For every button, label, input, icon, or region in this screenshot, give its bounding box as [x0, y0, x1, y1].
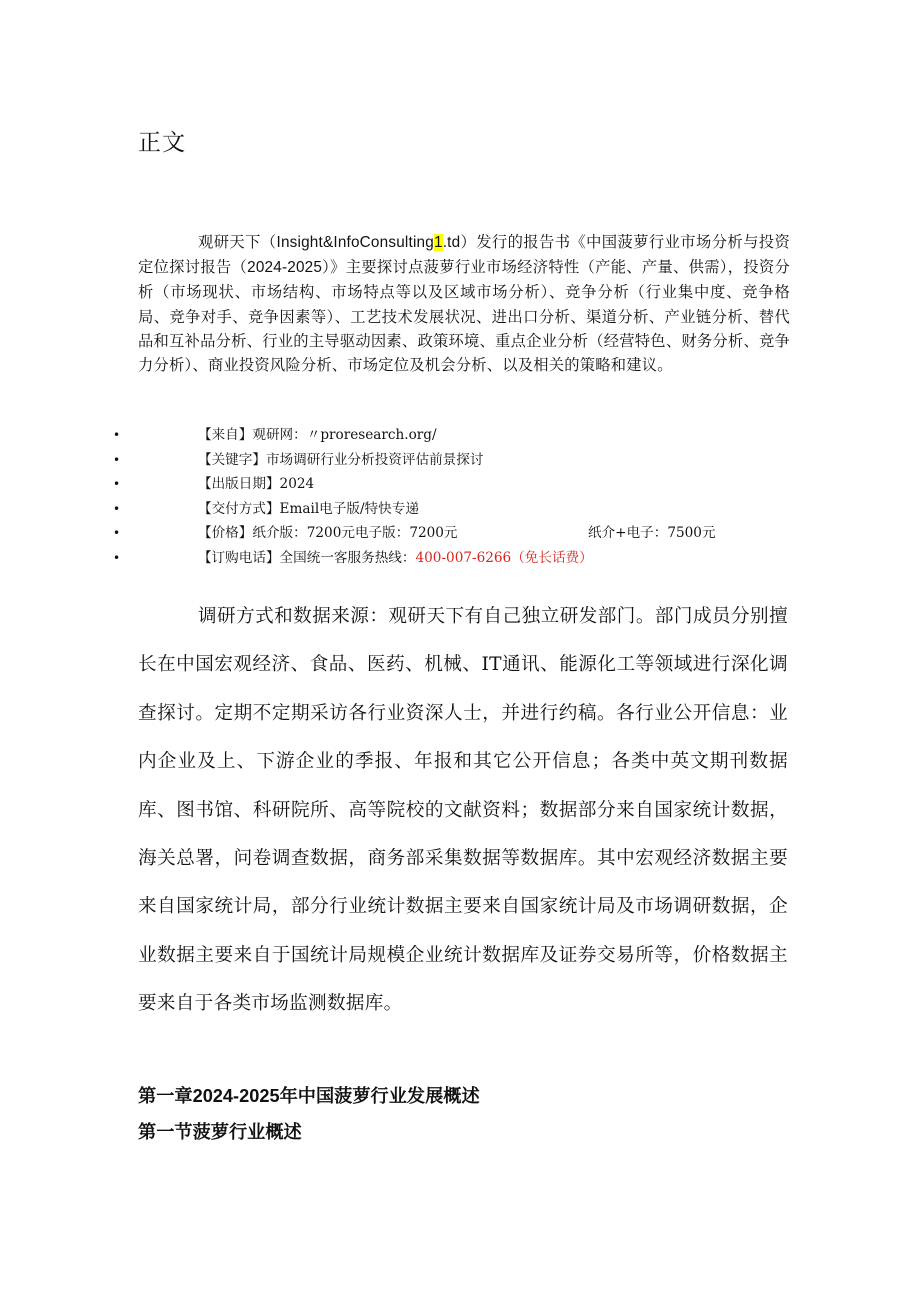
chapter-prefix: 第一章: [138, 1086, 193, 1107]
info-price-combo: 纸介+电子：7500元: [588, 525, 716, 542]
info-delivery-text: 【交付方式】Email电子版/特快专递: [198, 500, 419, 517]
page-title: 正文: [138, 130, 186, 156]
bullet-icon: •: [113, 501, 121, 516]
info-source: [0, 423, 920, 448]
intro-paragraph: [138, 230, 790, 377]
info-date: [0, 472, 920, 497]
chapter-years: 2024-2025: [192, 1086, 280, 1106]
phone-number: 400-007-6266（免长话费）: [415, 549, 593, 566]
bullet-icon: •: [113, 452, 121, 467]
company-name-b: .td: [442, 234, 461, 251]
chapter-heading: [138, 1083, 480, 1110]
info-keywords-text: 【关键字】市场调研行业分析投资评估前景探讨: [198, 451, 484, 468]
info-date-text: 【出版日期】2024: [198, 476, 315, 493]
report-info-list: [0, 423, 920, 571]
research-method-paragraph: 调研方式和数据来源：观研天下有自己独立研发部门。部门成员分别擅长在中国宏观经济、食品、医药、机械、IT通讯、能源化工等领域进行深化调查探讨。定期不定期采访各行业资深人士，并进行约稿。各行业公开信息：业内企业及上、下游企业的季报、年报和其它公开信息；各类中英文期刊数据库、图书馆、科研院所、高等院校的文献资料；数据部分来自国家统计数据，海关总署，问卷调查数据，商务部采集数据等数据库。其中宏观经济数据主要来自国家统计局，部分行业统计数据主要来自国家统计局及市场调研数据，企业数据主要来自于国统计局规模企业统计数据库及证券交易所等，价格数据主要来自于各类市场监测数据库。: [138, 606, 788, 1015]
company-name-a: Insight&InfoConsulting: [276, 234, 434, 251]
bullet-icon: •: [113, 428, 121, 442]
bullet-icon: •: [113, 550, 121, 565]
bullet-icon: •: [113, 477, 121, 492]
info-price-text: 【价格】纸介版：7200元电子版：7200元: [198, 525, 458, 542]
info-keywords: [0, 448, 920, 473]
chapter-suffix: 年中国菠萝行业发展概述: [279, 1086, 480, 1107]
intro-part1: 观研天下（: [198, 233, 277, 251]
info-source-text: 【来自】观研网：〃proresearch.org/: [198, 427, 437, 443]
info-phone-text: [198, 546, 593, 571]
phone-label: 【订购电话】全国统一客服务热线：: [198, 549, 416, 566]
info-phone: [0, 546, 920, 571]
info-price: [0, 521, 920, 546]
report-years: 2024-2025: [247, 259, 323, 277]
company-name-highlight: 1: [433, 234, 443, 251]
bullet-icon: •: [113, 526, 121, 541]
intro-part2: ）发行的报告书《中国菠萝行业市场分析与投资定位探讨报告（: [138, 233, 790, 277]
info-delivery: [0, 497, 920, 522]
intro-part3: ）》主要探讨点菠萝行业市场经济特性（产能、产量、供需），投资分析（市场现状、市场结构、市场特点等以及区域市场分析）、竞争分析（行业集中度、竞争格局、竞争对手、竞争因素等）、工艺技术发展状况、进出口分析、渠道分析、产业链分析、替代品和互补品分析、行业的主导驱动因素、政策环境、重点企业分析（经营特色、财务分析、竞争力分析）、商业投资风险分析、市场定位及机会分析、以及相关的策略和建议。: [138, 258, 791, 375]
section-heading: 第一节菠萝行业概述: [138, 1122, 302, 1143]
